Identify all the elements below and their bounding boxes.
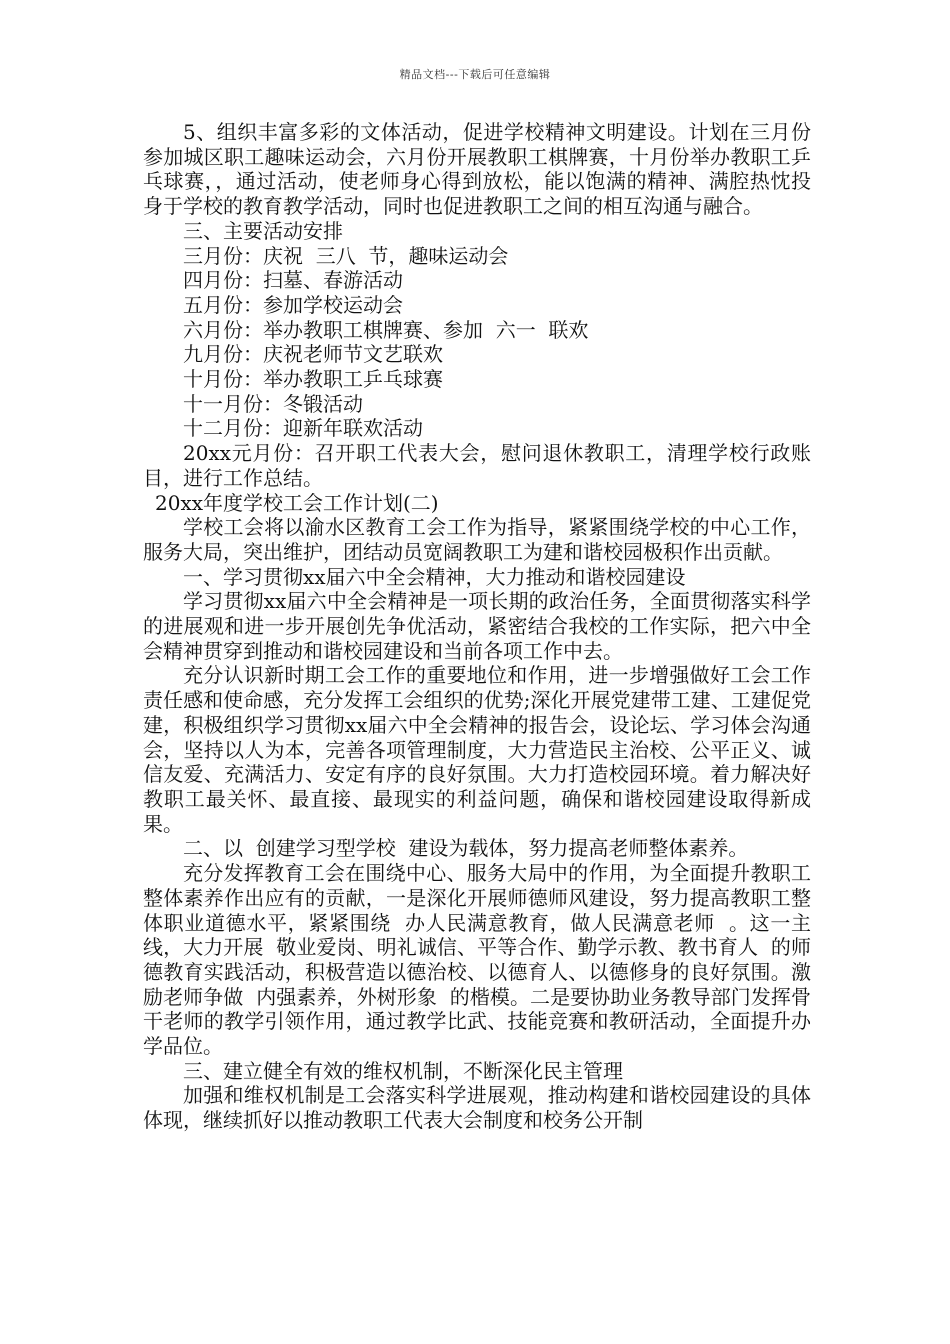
paragraph-section-2: 充分发挥教育工会在围绕中心、服务大局中的作用，为全面提升教职工整体素养作出应有的贡献，一是深化开展师德师风建设，努力提高教职工整体职业道德水平，紧紧围绕 办人民满意教育，做人民满意老师 。这一主线，大力开展 敬业爱岗、明礼诚信、平等合作、勤学示教、教书育人 的师德教育实践活动，积极营造以德治校、以德育人、以德修身的良好氛围。激励老师争做 内强素养，外树形象 的楷模。二是要协助业务教导部门发挥骨干老师的教学引领作用，通过教学比武、技能竞赛和教研活动，全面提升办学品位。 <box>143 861 811 1059</box>
paragraph-activities-5: 5、组织丰富多彩的文体活动，促进学校精神文明建设。计划在三月份参加城区职工趣味运动会，六月份开展教职工棋牌赛，十月份举办教职工乒乓球赛，，通过活动，使老师身心得到放松，能以饱满的精神、满腔热忱投身于学校的教育教学活动，同时也促进教职工之间的相互沟通与融合。 <box>143 120 811 219</box>
section-heading-1: 一、学习贯彻xx届六中全会精神，大力推动和谐校园建设 <box>183 564 686 589</box>
section-heading-schedule: 三、主要活动安排 <box>183 218 343 243</box>
schedule-item-may: 五月份：参加学校运动会 <box>183 292 403 317</box>
schedule-item-october: 十月份：举办教职工乒乓球赛 <box>183 367 443 392</box>
paragraph-intro: 学校工会将以渝水区教育工会工作为指导，紧紧围绕学校的中心工作，服务大局，突出维护，团结动员宽阔教职工为建和谐校园极积作出贡献。 <box>143 515 811 564</box>
paragraph-section-1a: 学习贯彻xx届六中全会精神是一项长期的政治任务，全面贯彻落实科学的进展观和进一步开展创先争优活动，紧密结合我校的工作实际，把六中全会精神贯穿到推动和谐校园建设和当前各项工作中去。 <box>143 589 811 663</box>
schedule-item-january: 20xx元月份：召开职工代表大会，慰问退休教职工，清理学校行政账目，进行工作总结。 <box>143 441 811 490</box>
schedule-item-june: 六月份：举办教职工棋牌赛、参加 六一 联欢 <box>183 317 589 342</box>
schedule-item-march: 三月份：庆祝 三八 节，趣味运动会 <box>183 243 509 268</box>
section-heading-3: 三、建立健全有效的维权机制，不断深化民主管理 <box>183 1058 623 1083</box>
document-body <box>143 120 811 1133</box>
section-heading-2: 二、以 创建学习型学校 建设为载体，努力提高老师整体素养。 <box>183 836 749 861</box>
paragraph-section-3: 加强和维权机制是工会落实科学进展观，推动构建和谐校园建设的具体体现，继续抓好以推动教职工代表大会制度和校务公开制 <box>143 1083 811 1133</box>
page-header: 精品文档---下载后可任意编辑 <box>399 68 551 81</box>
schedule-item-april: 四月份：扫墓、春游活动 <box>183 268 403 293</box>
paragraph-section-1b: 充分认识新时期工会工作的重要地位和作用，进一步增强做好工会工作责任感和使命感，充分发挥工会组织的优势;深化开展党建带工建、工建促党建，积极组织学习贯彻xx届六中全会精神的报告会，设论坛、学习体会沟通会，坚持以人为本，完善各项管理制度，大力营造民主治校、公平正义、诚信友爱、充满活力、安定有序的良好氛围。大力打造校园环境。着力解决好教职工最关怀、最直接、最现实的利益问题，确保和谐校园建设取得新成果。 <box>143 663 811 836</box>
schedule-item-december: 十二月份：迎新年联欢活动 <box>183 416 423 441</box>
schedule-item-september: 九月份：庆祝老师节文艺联欢 <box>183 342 443 367</box>
document-subtitle: 20xx年度学校工会工作计划(二) <box>155 490 439 515</box>
schedule-item-november: 十一月份：冬锻活动 <box>183 391 363 416</box>
